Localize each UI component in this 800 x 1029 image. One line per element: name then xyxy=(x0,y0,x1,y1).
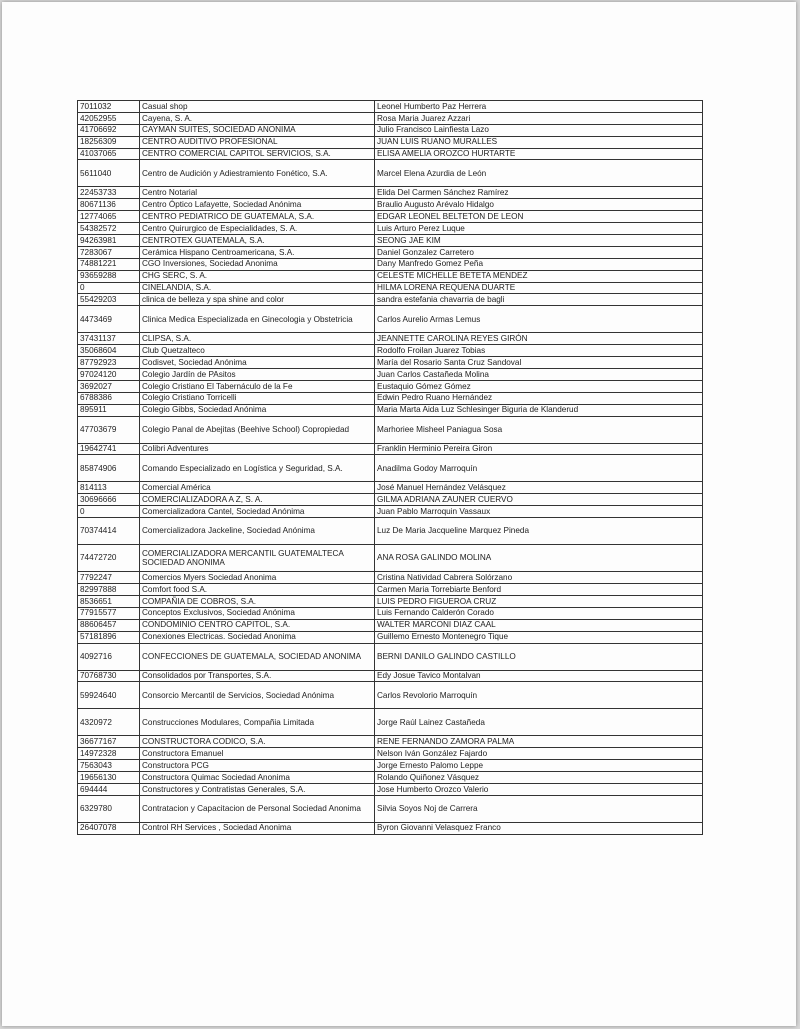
person-cell: JUAN LUIS RUANO MURALLES xyxy=(375,136,703,148)
id-cell: 19642741 xyxy=(78,443,140,455)
id-cell: 85874906 xyxy=(78,455,140,482)
company-cell: CHG SERC, S. A. xyxy=(140,270,375,282)
id-cell: 7011032 xyxy=(78,101,140,113)
company-cell: Comercializadora Cantel, Sociedad Anónima xyxy=(140,506,375,518)
person-cell: sandra estefania chavarria de bagli xyxy=(375,294,703,306)
person-cell: EDGAR LEONEL BELTETON DE LEON xyxy=(375,211,703,223)
person-cell: RENE FERNANDO ZAMORA PALMA xyxy=(375,736,703,748)
person-cell: Edwin Pedro Ruano Hernández xyxy=(375,392,703,404)
company-cell: Constructora Emanuel xyxy=(140,748,375,760)
id-cell: 0 xyxy=(78,282,140,294)
person-cell: Luz De Maria Jacqueline Marquez Pineda xyxy=(375,518,703,545)
company-cell: Clinica Medica Especializada en Ginecologia y Obstetricia xyxy=(140,306,375,333)
id-cell: 88606457 xyxy=(78,619,140,631)
registry-table xyxy=(77,100,703,835)
company-cell: Club Quetzalteco xyxy=(140,345,375,357)
table-row xyxy=(78,160,703,187)
table-row xyxy=(78,306,703,333)
person-cell: Elida Del Carmen Sánchez Ramírez xyxy=(375,187,703,199)
table-row xyxy=(78,572,703,584)
id-cell: 87792923 xyxy=(78,357,140,369)
person-cell: Maria Marta Aida Luz Schlesinger Biguria de Klanderud xyxy=(375,404,703,416)
id-cell: 19656130 xyxy=(78,772,140,784)
company-cell: COMERCIALIZADORA A Z, S. A. xyxy=(140,494,375,506)
id-cell: 93659288 xyxy=(78,270,140,282)
person-cell: Juan Pablo Marroquin Vassaux xyxy=(375,506,703,518)
person-cell: Luis Fernando Calderón Corado xyxy=(375,607,703,619)
company-cell: Casual shop xyxy=(140,101,375,113)
company-cell: CENTROTEX GUATEMALA, S.A. xyxy=(140,235,375,247)
company-cell: Constructora PCG xyxy=(140,760,375,772)
table-row xyxy=(78,282,703,294)
id-cell: 6329780 xyxy=(78,795,140,822)
company-cell: CONFECCIONES DE GUATEMALA, SOCIEDAD ANONIMA xyxy=(140,643,375,670)
company-cell: CONSTRUCTORA CODICO, S.A. xyxy=(140,736,375,748)
id-cell: 74881221 xyxy=(78,258,140,270)
id-cell: 5611040 xyxy=(78,160,140,187)
id-cell: 7283067 xyxy=(78,246,140,258)
table-row xyxy=(78,709,703,736)
table-row xyxy=(78,595,703,607)
person-cell: Guillemo Ernesto Montenegro Tique xyxy=(375,631,703,643)
company-cell: CENTRO AUDITIVO PROFESIONAL xyxy=(140,136,375,148)
id-cell: 12774065 xyxy=(78,211,140,223)
person-cell: CELESTE MICHELLE BETETA MENDEZ xyxy=(375,270,703,282)
company-cell: Comercializadora Jackeline, Sociedad Anónima xyxy=(140,518,375,545)
id-cell: 3692027 xyxy=(78,380,140,392)
person-cell: Jorge Raúl Lainez Castañeda xyxy=(375,709,703,736)
company-cell: Colegio Jardín de PAsitos xyxy=(140,369,375,381)
table-row xyxy=(78,404,703,416)
id-cell: 8536651 xyxy=(78,595,140,607)
person-cell: Rodolfo Froilan Juarez Tobias xyxy=(375,345,703,357)
table-row xyxy=(78,545,703,572)
id-cell: 55429203 xyxy=(78,294,140,306)
company-cell: Centro de Audición y Adiestramiento Fonético, S.A. xyxy=(140,160,375,187)
company-cell: Conexiones Electricas. Sociedad Anonima xyxy=(140,631,375,643)
person-cell: Luis Arturo Perez Luque xyxy=(375,223,703,235)
table-row xyxy=(78,211,703,223)
company-cell: Colegio Gibbs, Sociedad Anónima xyxy=(140,404,375,416)
table-row xyxy=(78,223,703,235)
person-cell: Carlos Revolorio Marroquín xyxy=(375,682,703,709)
table-row xyxy=(78,235,703,247)
table-row xyxy=(78,506,703,518)
table-row xyxy=(78,416,703,443)
table-row xyxy=(78,369,703,381)
table-row xyxy=(78,136,703,148)
person-cell: Leonel Humberto Paz Herrera xyxy=(375,101,703,113)
id-cell: 80671136 xyxy=(78,199,140,211)
id-cell: 97024120 xyxy=(78,369,140,381)
table-row xyxy=(78,392,703,404)
table-row xyxy=(78,631,703,643)
id-cell: 694444 xyxy=(78,783,140,795)
id-cell: 0 xyxy=(78,506,140,518)
id-cell: 37431137 xyxy=(78,333,140,345)
person-cell: Marhoriee Misheel Paniagua Sosa xyxy=(375,416,703,443)
table-row xyxy=(78,112,703,124)
person-cell: JEANNETTE CAROLINA REYES GIRÓN xyxy=(375,333,703,345)
person-cell: José Manuel Hernández Velásquez xyxy=(375,482,703,494)
person-cell: Nelson Iván González Fajardo xyxy=(375,748,703,760)
table-row xyxy=(78,294,703,306)
id-cell: 35068604 xyxy=(78,345,140,357)
company-cell: CGO Inversiones, Sociedad Anonima xyxy=(140,258,375,270)
company-cell: COMPAÑIA DE COBROS, S.A. xyxy=(140,595,375,607)
person-cell: Dany Manfredo Gomez Peña xyxy=(375,258,703,270)
person-cell: Julio Francisco Lainfiesta Lazo xyxy=(375,124,703,136)
id-cell: 82997888 xyxy=(78,584,140,596)
person-cell: Jose Humberto Orozco Valerio xyxy=(375,783,703,795)
table-row xyxy=(78,748,703,760)
table-row xyxy=(78,187,703,199)
id-cell: 26407078 xyxy=(78,822,140,834)
id-cell: 22453733 xyxy=(78,187,140,199)
person-cell: Franklin Herminio Pereira Giron xyxy=(375,443,703,455)
id-cell: 7792247 xyxy=(78,572,140,584)
table-row xyxy=(78,455,703,482)
company-cell: CENTRO COMERCIAL CAPITOL SERVICIOS, S.A. xyxy=(140,148,375,160)
person-cell: Cristina Natividad Cabrera Solórzano xyxy=(375,572,703,584)
id-cell: 6788386 xyxy=(78,392,140,404)
company-cell: COMERCIALIZADORA MERCANTIL GUATEMALTECA SOCIEDAD ANONIMA xyxy=(140,545,375,572)
id-cell: 70374414 xyxy=(78,518,140,545)
table-row xyxy=(78,619,703,631)
table-row xyxy=(78,101,703,113)
id-cell: 54382572 xyxy=(78,223,140,235)
table-row xyxy=(78,795,703,822)
document-page xyxy=(2,2,796,1026)
company-cell: Comando Especializado en Logística y Seguridad, S.A. xyxy=(140,455,375,482)
person-cell: Carlos Aurelio Armas Lemus xyxy=(375,306,703,333)
company-cell: Comercios Myers Sociedad Anonima xyxy=(140,572,375,584)
company-cell: Colegio Panal de Abejitas (Beehive School) Copropiedad xyxy=(140,416,375,443)
company-cell: clinica de belleza y spa shine and color xyxy=(140,294,375,306)
person-cell: María del Rosario Santa Cruz Sandoval xyxy=(375,357,703,369)
company-cell: Centro Óptico Lafayette, Sociedad Anónima xyxy=(140,199,375,211)
table-row xyxy=(78,380,703,392)
id-cell: 42052955 xyxy=(78,112,140,124)
id-cell: 57181896 xyxy=(78,631,140,643)
company-cell: CENTRO PEDIATRICO DE GUATEMALA, S.A. xyxy=(140,211,375,223)
company-cell: Construcciones Modulares, Compañia Limitada xyxy=(140,709,375,736)
person-cell: ANA ROSA GALINDO MOLINA xyxy=(375,545,703,572)
person-cell: LUIS PEDRO FIGUEROA CRUZ xyxy=(375,595,703,607)
table-row xyxy=(78,199,703,211)
table-row xyxy=(78,258,703,270)
id-cell: 47703679 xyxy=(78,416,140,443)
person-cell: Silvia Soyos Noj de Carrera xyxy=(375,795,703,822)
company-cell: CONDOMINIO CENTRO CAPITOL, S.A. xyxy=(140,619,375,631)
company-cell: Centro Quirurgico de Especialidades, S. A. xyxy=(140,223,375,235)
company-cell: Colibri Adventures xyxy=(140,443,375,455)
id-cell: 30696666 xyxy=(78,494,140,506)
table-row xyxy=(78,246,703,258)
table-row xyxy=(78,333,703,345)
company-cell: Control RH Services , Sociedad Anonima xyxy=(140,822,375,834)
person-cell: GILMA ADRIANA ZAUNER CUERVO xyxy=(375,494,703,506)
person-cell: ELISA AMELIA OROZCO HURTARTE xyxy=(375,148,703,160)
person-cell: Rosa Maria Juarez Azzari xyxy=(375,112,703,124)
registry-table-body xyxy=(78,101,703,835)
table-row xyxy=(78,670,703,682)
id-cell: 4320972 xyxy=(78,709,140,736)
id-cell: 77915577 xyxy=(78,607,140,619)
company-cell: Consolidados por Transportes, S.A. xyxy=(140,670,375,682)
person-cell: Edy Josue Tavico Montalvan xyxy=(375,670,703,682)
company-cell: Conceptos Exclusivos, Sociedad Anónima xyxy=(140,607,375,619)
company-cell: CAYMAN SUITES, SOCIEDAD ANONIMA xyxy=(140,124,375,136)
table-row xyxy=(78,682,703,709)
person-cell: Anadilma Godoy Marroquín xyxy=(375,455,703,482)
id-cell: 94263981 xyxy=(78,235,140,247)
table-row xyxy=(78,518,703,545)
table-row xyxy=(78,345,703,357)
table-row xyxy=(78,357,703,369)
company-cell: Codisvet, Sociedad Anónima xyxy=(140,357,375,369)
person-cell: Daniel Gonzalez Carretero xyxy=(375,246,703,258)
company-cell: Colegio Cristiano Torricelli xyxy=(140,392,375,404)
id-cell: 18256309 xyxy=(78,136,140,148)
table-row xyxy=(78,124,703,136)
table-row xyxy=(78,148,703,160)
company-cell: Comercial América xyxy=(140,482,375,494)
id-cell: 74472720 xyxy=(78,545,140,572)
table-row xyxy=(78,822,703,834)
company-cell: CLIPSA, S.A. xyxy=(140,333,375,345)
table-row xyxy=(78,760,703,772)
company-cell: Cayena, S. A. xyxy=(140,112,375,124)
person-cell: WALTER MARCONI DIAZ CAAL xyxy=(375,619,703,631)
table-row xyxy=(78,783,703,795)
person-cell: HILMA LORENA REQUENA DUARTE xyxy=(375,282,703,294)
company-cell: Constructores y Contratistas Generales, S.A. xyxy=(140,783,375,795)
person-cell: SEONG JAE KIM xyxy=(375,235,703,247)
id-cell: 70768730 xyxy=(78,670,140,682)
table-row xyxy=(78,643,703,670)
company-cell: Consorcio Mercantil de Servicios, Sociedad Anónima xyxy=(140,682,375,709)
id-cell: 14972328 xyxy=(78,748,140,760)
company-cell: Cerámica Hispano Centroamericana, S.A. xyxy=(140,246,375,258)
table-row xyxy=(78,270,703,282)
person-cell: Marcel Elena Azurdia de León xyxy=(375,160,703,187)
table-row xyxy=(78,443,703,455)
person-cell: Braulio Augusto Arévalo Hidalgo xyxy=(375,199,703,211)
id-cell: 59924640 xyxy=(78,682,140,709)
company-cell: Colegio Cristiano El Tabernáculo de la Fe xyxy=(140,380,375,392)
company-cell: Centro Notarial xyxy=(140,187,375,199)
id-cell: 36677167 xyxy=(78,736,140,748)
company-cell: Contratacion y Capacitacion de Personal Sociedad Anonima xyxy=(140,795,375,822)
table-row xyxy=(78,772,703,784)
person-cell: BERNI DANILO GALINDO CASTILLO xyxy=(375,643,703,670)
person-cell: Eustaquio Gómez Gómez xyxy=(375,380,703,392)
table-row xyxy=(78,607,703,619)
company-cell: CINELANDIA, S.A. xyxy=(140,282,375,294)
id-cell: 895911 xyxy=(78,404,140,416)
id-cell: 4092716 xyxy=(78,643,140,670)
person-cell: Juan Carlos Castañeda Molina xyxy=(375,369,703,381)
id-cell: 41037065 xyxy=(78,148,140,160)
person-cell: Byron Giovanni Velasquez Franco xyxy=(375,822,703,834)
id-cell: 4473469 xyxy=(78,306,140,333)
person-cell: Carmen Maria Torrebiarte Benford xyxy=(375,584,703,596)
table-row xyxy=(78,584,703,596)
person-cell: Rolando Quiñonez Vásquez xyxy=(375,772,703,784)
company-cell: Comfort food S.A. xyxy=(140,584,375,596)
table-row xyxy=(78,736,703,748)
id-cell: 41706692 xyxy=(78,124,140,136)
table-row xyxy=(78,482,703,494)
company-cell: Constructora Quimac Sociedad Anonima xyxy=(140,772,375,784)
id-cell: 814113 xyxy=(78,482,140,494)
table-row xyxy=(78,494,703,506)
person-cell: Jorge Ernesto Palomo Leppe xyxy=(375,760,703,772)
id-cell: 7563043 xyxy=(78,760,140,772)
